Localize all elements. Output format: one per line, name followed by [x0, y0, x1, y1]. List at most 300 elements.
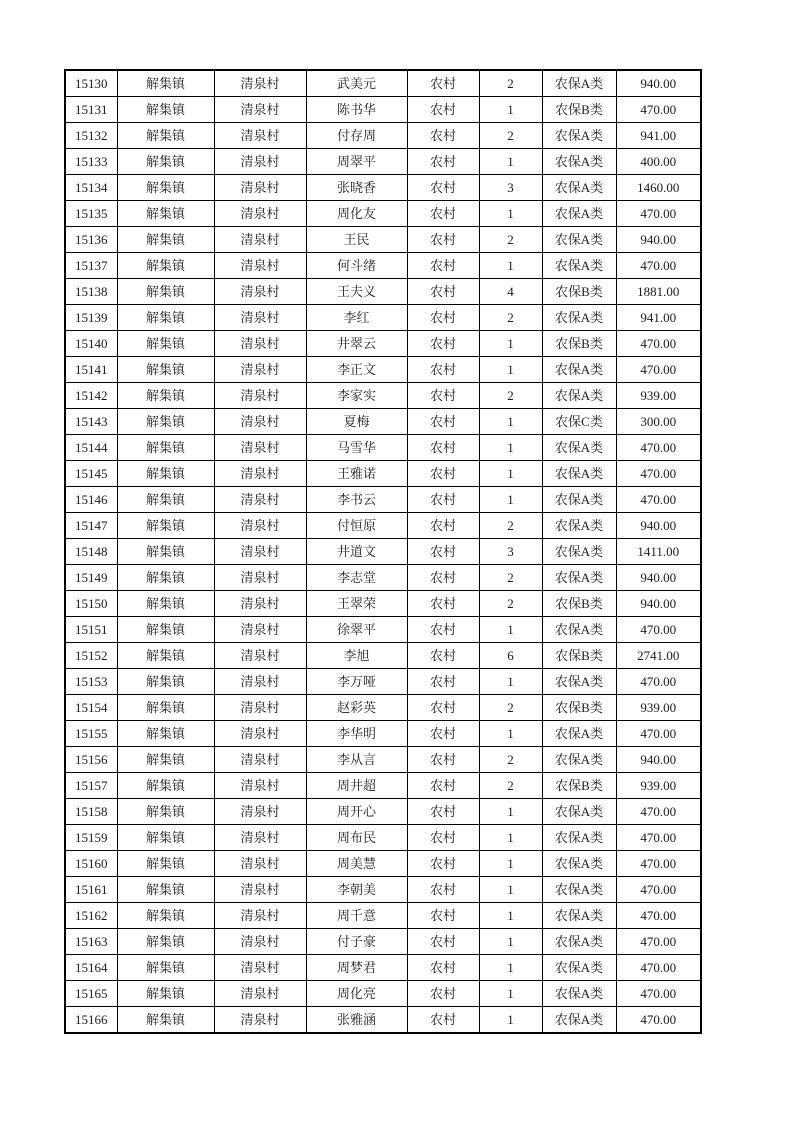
cell-person-count: 1 — [479, 929, 542, 955]
cell-amount: 470.00 — [616, 955, 701, 981]
cell-insurance-category: 农保B类 — [542, 695, 616, 721]
cell-town: 解集镇 — [117, 773, 214, 799]
cell-town: 解集镇 — [117, 227, 214, 253]
cell-record-id: 15161 — [65, 877, 117, 903]
cell-residence-type: 农村 — [407, 357, 479, 383]
table-row — [65, 201, 701, 227]
cell-village: 清泉村 — [214, 123, 306, 149]
cell-village: 清泉村 — [214, 539, 306, 565]
cell-person-name: 周布民 — [306, 825, 407, 851]
table-row — [65, 383, 701, 409]
cell-residence-type: 农村 — [407, 331, 479, 357]
cell-town: 解集镇 — [117, 539, 214, 565]
cell-amount: 470.00 — [616, 799, 701, 825]
table-row — [65, 773, 701, 799]
cell-person-count: 2 — [479, 747, 542, 773]
table-row — [65, 123, 701, 149]
cell-town: 解集镇 — [117, 747, 214, 773]
cell-record-id: 15164 — [65, 955, 117, 981]
cell-person-count: 1 — [479, 1007, 542, 1034]
cell-person-name: 周美慧 — [306, 851, 407, 877]
cell-person-name: 李万哑 — [306, 669, 407, 695]
cell-town: 解集镇 — [117, 721, 214, 747]
cell-person-name: 王民 — [306, 227, 407, 253]
cell-insurance-category: 农保A类 — [542, 955, 616, 981]
cell-residence-type: 农村 — [407, 903, 479, 929]
cell-insurance-category: 农保A类 — [542, 981, 616, 1007]
cell-residence-type: 农村 — [407, 1007, 479, 1034]
cell-record-id: 15166 — [65, 1007, 117, 1034]
cell-record-id: 15154 — [65, 695, 117, 721]
cell-amount: 1411.00 — [616, 539, 701, 565]
cell-residence-type: 农村 — [407, 877, 479, 903]
cell-insurance-category: 农保A类 — [542, 851, 616, 877]
cell-record-id: 15134 — [65, 175, 117, 201]
cell-record-id: 15132 — [65, 123, 117, 149]
cell-village: 清泉村 — [214, 409, 306, 435]
cell-residence-type: 农村 — [407, 409, 479, 435]
cell-record-id: 15136 — [65, 227, 117, 253]
cell-insurance-category: 农保A类 — [542, 825, 616, 851]
cell-person-count: 3 — [479, 175, 542, 201]
cell-town: 解集镇 — [117, 383, 214, 409]
cell-record-id: 15143 — [65, 409, 117, 435]
cell-record-id: 15135 — [65, 201, 117, 227]
table-row — [65, 929, 701, 955]
cell-person-count: 1 — [479, 253, 542, 279]
cell-amount: 470.00 — [616, 825, 701, 851]
table-row — [65, 981, 701, 1007]
cell-record-id: 15157 — [65, 773, 117, 799]
cell-residence-type: 农村 — [407, 669, 479, 695]
cell-person-name: 何斗绪 — [306, 253, 407, 279]
cell-amount: 1460.00 — [616, 175, 701, 201]
cell-village: 清泉村 — [214, 70, 306, 97]
cell-insurance-category: 农保A类 — [542, 721, 616, 747]
cell-village: 清泉村 — [214, 513, 306, 539]
cell-record-id: 15139 — [65, 305, 117, 331]
cell-insurance-category: 农保A类 — [542, 305, 616, 331]
cell-record-id: 15158 — [65, 799, 117, 825]
cell-person-name: 陈书华 — [306, 97, 407, 123]
cell-person-count: 1 — [479, 903, 542, 929]
cell-village: 清泉村 — [214, 383, 306, 409]
cell-village: 清泉村 — [214, 981, 306, 1007]
cell-village: 清泉村 — [214, 201, 306, 227]
cell-record-id: 15145 — [65, 461, 117, 487]
cell-person-name: 李红 — [306, 305, 407, 331]
cell-residence-type: 农村 — [407, 279, 479, 305]
cell-amount: 470.00 — [616, 201, 701, 227]
cell-record-id: 15165 — [65, 981, 117, 1007]
cell-person-count: 1 — [479, 409, 542, 435]
cell-town: 解集镇 — [117, 279, 214, 305]
cell-person-count: 1 — [479, 97, 542, 123]
cell-village: 清泉村 — [214, 721, 306, 747]
records-table — [64, 69, 702, 1034]
cell-person-name: 付存周 — [306, 123, 407, 149]
cell-amount: 470.00 — [616, 617, 701, 643]
cell-person-name: 周化亮 — [306, 981, 407, 1007]
cell-person-count: 2 — [479, 70, 542, 97]
cell-residence-type: 农村 — [407, 383, 479, 409]
cell-record-id: 15130 — [65, 70, 117, 97]
cell-person-name: 王夫义 — [306, 279, 407, 305]
cell-person-name: 武美元 — [306, 70, 407, 97]
table-row — [65, 669, 701, 695]
cell-person-name: 李华明 — [306, 721, 407, 747]
cell-village: 清泉村 — [214, 149, 306, 175]
cell-amount: 300.00 — [616, 409, 701, 435]
cell-amount: 940.00 — [616, 513, 701, 539]
cell-residence-type: 农村 — [407, 825, 479, 851]
cell-insurance-category: 农保A类 — [542, 539, 616, 565]
cell-town: 解集镇 — [117, 149, 214, 175]
cell-person-name: 周翠平 — [306, 149, 407, 175]
cell-residence-type: 农村 — [407, 929, 479, 955]
cell-record-id: 15151 — [65, 617, 117, 643]
cell-town: 解集镇 — [117, 305, 214, 331]
cell-insurance-category: 农保A类 — [542, 461, 616, 487]
cell-village: 清泉村 — [214, 929, 306, 955]
cell-person-count: 2 — [479, 591, 542, 617]
cell-insurance-category: 农保A类 — [542, 1007, 616, 1034]
cell-insurance-category: 农保A类 — [542, 123, 616, 149]
cell-person-count: 4 — [479, 279, 542, 305]
cell-village: 清泉村 — [214, 331, 306, 357]
cell-person-count: 2 — [479, 123, 542, 149]
cell-residence-type: 农村 — [407, 435, 479, 461]
cell-village: 清泉村 — [214, 955, 306, 981]
cell-town: 解集镇 — [117, 123, 214, 149]
cell-amount: 470.00 — [616, 851, 701, 877]
cell-insurance-category: 农保C类 — [542, 409, 616, 435]
cell-person-count: 1 — [479, 617, 542, 643]
cell-amount: 470.00 — [616, 461, 701, 487]
cell-residence-type: 农村 — [407, 487, 479, 513]
cell-insurance-category: 农保B类 — [542, 773, 616, 799]
cell-village: 清泉村 — [214, 1007, 306, 1034]
table-row — [65, 435, 701, 461]
cell-town: 解集镇 — [117, 695, 214, 721]
cell-residence-type: 农村 — [407, 695, 479, 721]
cell-person-count: 3 — [479, 539, 542, 565]
cell-amount: 470.00 — [616, 357, 701, 383]
cell-person-name: 赵彩英 — [306, 695, 407, 721]
cell-insurance-category: 农保A类 — [542, 877, 616, 903]
cell-person-name: 李书云 — [306, 487, 407, 513]
table-row — [65, 409, 701, 435]
cell-record-id: 15133 — [65, 149, 117, 175]
cell-person-name: 付子豪 — [306, 929, 407, 955]
cell-amount: 940.00 — [616, 565, 701, 591]
cell-amount: 470.00 — [616, 487, 701, 513]
cell-insurance-category: 农保A类 — [542, 799, 616, 825]
cell-village: 清泉村 — [214, 825, 306, 851]
cell-amount: 2741.00 — [616, 643, 701, 669]
cell-person-count: 2 — [479, 773, 542, 799]
cell-amount: 941.00 — [616, 305, 701, 331]
cell-town: 解集镇 — [117, 877, 214, 903]
cell-residence-type: 农村 — [407, 149, 479, 175]
cell-insurance-category: 农保B类 — [542, 97, 616, 123]
table-row — [65, 70, 701, 97]
cell-person-count: 1 — [479, 851, 542, 877]
cell-village: 清泉村 — [214, 435, 306, 461]
cell-town: 解集镇 — [117, 201, 214, 227]
cell-person-name: 付恒原 — [306, 513, 407, 539]
cell-residence-type: 农村 — [407, 70, 479, 97]
cell-town: 解集镇 — [117, 617, 214, 643]
cell-town: 解集镇 — [117, 955, 214, 981]
cell-town: 解集镇 — [117, 175, 214, 201]
cell-village: 清泉村 — [214, 773, 306, 799]
table-row — [65, 799, 701, 825]
cell-insurance-category: 农保B类 — [542, 643, 616, 669]
cell-village: 清泉村 — [214, 305, 306, 331]
cell-town: 解集镇 — [117, 461, 214, 487]
cell-insurance-category: 农保A类 — [542, 201, 616, 227]
cell-town: 解集镇 — [117, 929, 214, 955]
cell-person-name: 周化友 — [306, 201, 407, 227]
table-row — [65, 617, 701, 643]
cell-amount: 1881.00 — [616, 279, 701, 305]
cell-residence-type: 农村 — [407, 773, 479, 799]
cell-residence-type: 农村 — [407, 565, 479, 591]
cell-person-count: 2 — [479, 305, 542, 331]
table-row — [65, 851, 701, 877]
cell-person-name: 王雅诺 — [306, 461, 407, 487]
cell-record-id: 15162 — [65, 903, 117, 929]
cell-town: 解集镇 — [117, 851, 214, 877]
cell-village: 清泉村 — [214, 253, 306, 279]
cell-insurance-category: 农保A类 — [542, 253, 616, 279]
table-row — [65, 149, 701, 175]
cell-record-id: 15142 — [65, 383, 117, 409]
cell-person-count: 1 — [479, 955, 542, 981]
cell-person-count: 2 — [479, 565, 542, 591]
cell-amount: 470.00 — [616, 435, 701, 461]
cell-village: 清泉村 — [214, 591, 306, 617]
cell-village: 清泉村 — [214, 279, 306, 305]
cell-village: 清泉村 — [214, 877, 306, 903]
records-table-body — [65, 70, 701, 1033]
cell-person-name: 井道文 — [306, 539, 407, 565]
cell-person-name: 夏梅 — [306, 409, 407, 435]
cell-person-count: 2 — [479, 513, 542, 539]
cell-town: 解集镇 — [117, 825, 214, 851]
cell-insurance-category: 农保B类 — [542, 279, 616, 305]
cell-residence-type: 农村 — [407, 981, 479, 1007]
cell-person-name: 李志堂 — [306, 565, 407, 591]
cell-residence-type: 农村 — [407, 97, 479, 123]
table-row — [65, 461, 701, 487]
cell-amount: 470.00 — [616, 331, 701, 357]
cell-record-id: 15146 — [65, 487, 117, 513]
cell-person-count: 1 — [479, 435, 542, 461]
cell-insurance-category: 农保A类 — [542, 435, 616, 461]
cell-insurance-category: 农保A类 — [542, 357, 616, 383]
cell-person-count: 1 — [479, 357, 542, 383]
cell-person-count: 1 — [479, 201, 542, 227]
table-row — [65, 1007, 701, 1034]
cell-record-id: 15149 — [65, 565, 117, 591]
cell-village: 清泉村 — [214, 175, 306, 201]
cell-village: 清泉村 — [214, 799, 306, 825]
cell-residence-type: 农村 — [407, 955, 479, 981]
cell-insurance-category: 农保A类 — [542, 383, 616, 409]
cell-person-name: 周千意 — [306, 903, 407, 929]
table-row — [65, 591, 701, 617]
cell-amount: 470.00 — [616, 253, 701, 279]
cell-insurance-category: 农保A类 — [542, 929, 616, 955]
cell-record-id: 15148 — [65, 539, 117, 565]
cell-amount: 470.00 — [616, 981, 701, 1007]
cell-residence-type: 农村 — [407, 747, 479, 773]
cell-person-count: 1 — [479, 669, 542, 695]
cell-insurance-category: 农保B类 — [542, 331, 616, 357]
cell-record-id: 15160 — [65, 851, 117, 877]
cell-insurance-category: 农保A类 — [542, 903, 616, 929]
cell-amount: 470.00 — [616, 903, 701, 929]
cell-amount: 939.00 — [616, 383, 701, 409]
table-row — [65, 643, 701, 669]
cell-amount: 940.00 — [616, 70, 701, 97]
cell-amount: 939.00 — [616, 695, 701, 721]
cell-person-count: 2 — [479, 227, 542, 253]
cell-insurance-category: 农保B类 — [542, 591, 616, 617]
cell-record-id: 15163 — [65, 929, 117, 955]
table-row — [65, 721, 701, 747]
cell-town: 解集镇 — [117, 487, 214, 513]
cell-residence-type: 农村 — [407, 461, 479, 487]
cell-village: 清泉村 — [214, 97, 306, 123]
cell-record-id: 15156 — [65, 747, 117, 773]
cell-person-name: 张晓香 — [306, 175, 407, 201]
cell-town: 解集镇 — [117, 435, 214, 461]
cell-record-id: 15140 — [65, 331, 117, 357]
table-row — [65, 357, 701, 383]
cell-person-name: 李家实 — [306, 383, 407, 409]
cell-person-name: 张雅涵 — [306, 1007, 407, 1034]
cell-record-id: 15155 — [65, 721, 117, 747]
cell-person-name: 李从言 — [306, 747, 407, 773]
cell-village: 清泉村 — [214, 461, 306, 487]
cell-person-count: 1 — [479, 461, 542, 487]
cell-residence-type: 农村 — [407, 851, 479, 877]
cell-residence-type: 农村 — [407, 539, 479, 565]
table-row — [65, 253, 701, 279]
cell-residence-type: 农村 — [407, 799, 479, 825]
cell-record-id: 15137 — [65, 253, 117, 279]
cell-town: 解集镇 — [117, 591, 214, 617]
cell-person-name: 李正文 — [306, 357, 407, 383]
cell-person-name: 徐翠平 — [306, 617, 407, 643]
cell-insurance-category: 农保A类 — [542, 70, 616, 97]
cell-town: 解集镇 — [117, 799, 214, 825]
cell-village: 清泉村 — [214, 487, 306, 513]
cell-record-id: 15131 — [65, 97, 117, 123]
cell-town: 解集镇 — [117, 357, 214, 383]
cell-person-count: 1 — [479, 721, 542, 747]
table-row — [65, 279, 701, 305]
cell-residence-type: 农村 — [407, 253, 479, 279]
table-row — [65, 955, 701, 981]
cell-village: 清泉村 — [214, 695, 306, 721]
cell-town: 解集镇 — [117, 903, 214, 929]
cell-person-name: 井翠云 — [306, 331, 407, 357]
cell-person-name: 周井超 — [306, 773, 407, 799]
cell-residence-type: 农村 — [407, 123, 479, 149]
table-row — [65, 513, 701, 539]
cell-residence-type: 农村 — [407, 227, 479, 253]
cell-town: 解集镇 — [117, 97, 214, 123]
cell-record-id: 15138 — [65, 279, 117, 305]
cell-residence-type: 农村 — [407, 721, 479, 747]
cell-residence-type: 农村 — [407, 305, 479, 331]
cell-person-count: 1 — [479, 981, 542, 1007]
cell-town: 解集镇 — [117, 981, 214, 1007]
cell-residence-type: 农村 — [407, 591, 479, 617]
cell-residence-type: 农村 — [407, 643, 479, 669]
cell-amount: 470.00 — [616, 929, 701, 955]
cell-person-count: 1 — [479, 331, 542, 357]
cell-town: 解集镇 — [117, 409, 214, 435]
cell-person-name: 周开心 — [306, 799, 407, 825]
cell-residence-type: 农村 — [407, 175, 479, 201]
cell-town: 解集镇 — [117, 643, 214, 669]
cell-insurance-category: 农保A类 — [542, 149, 616, 175]
cell-person-name: 王翠荣 — [306, 591, 407, 617]
cell-amount: 470.00 — [616, 97, 701, 123]
cell-amount: 940.00 — [616, 227, 701, 253]
cell-record-id: 15152 — [65, 643, 117, 669]
cell-town: 解集镇 — [117, 253, 214, 279]
cell-town: 解集镇 — [117, 70, 214, 97]
cell-amount: 939.00 — [616, 773, 701, 799]
cell-village: 清泉村 — [214, 617, 306, 643]
cell-insurance-category: 农保A类 — [542, 669, 616, 695]
cell-insurance-category: 农保A类 — [542, 227, 616, 253]
cell-person-count: 1 — [479, 825, 542, 851]
cell-person-name: 周梦君 — [306, 955, 407, 981]
cell-amount: 470.00 — [616, 721, 701, 747]
cell-village: 清泉村 — [214, 903, 306, 929]
cell-amount: 940.00 — [616, 747, 701, 773]
cell-residence-type: 农村 — [407, 513, 479, 539]
cell-person-count: 1 — [479, 149, 542, 175]
cell-village: 清泉村 — [214, 357, 306, 383]
cell-record-id: 15159 — [65, 825, 117, 851]
cell-amount: 941.00 — [616, 123, 701, 149]
cell-village: 清泉村 — [214, 669, 306, 695]
cell-village: 清泉村 — [214, 643, 306, 669]
cell-village: 清泉村 — [214, 565, 306, 591]
cell-record-id: 15141 — [65, 357, 117, 383]
cell-person-name: 李旭 — [306, 643, 407, 669]
cell-town: 解集镇 — [117, 1007, 214, 1034]
table-row — [65, 539, 701, 565]
table-row — [65, 903, 701, 929]
cell-record-id: 15144 — [65, 435, 117, 461]
cell-record-id: 15147 — [65, 513, 117, 539]
cell-record-id: 15150 — [65, 591, 117, 617]
table-row — [65, 747, 701, 773]
cell-record-id: 15153 — [65, 669, 117, 695]
cell-person-name: 马雪华 — [306, 435, 407, 461]
cell-insurance-category: 农保A类 — [542, 565, 616, 591]
cell-amount: 470.00 — [616, 1007, 701, 1034]
